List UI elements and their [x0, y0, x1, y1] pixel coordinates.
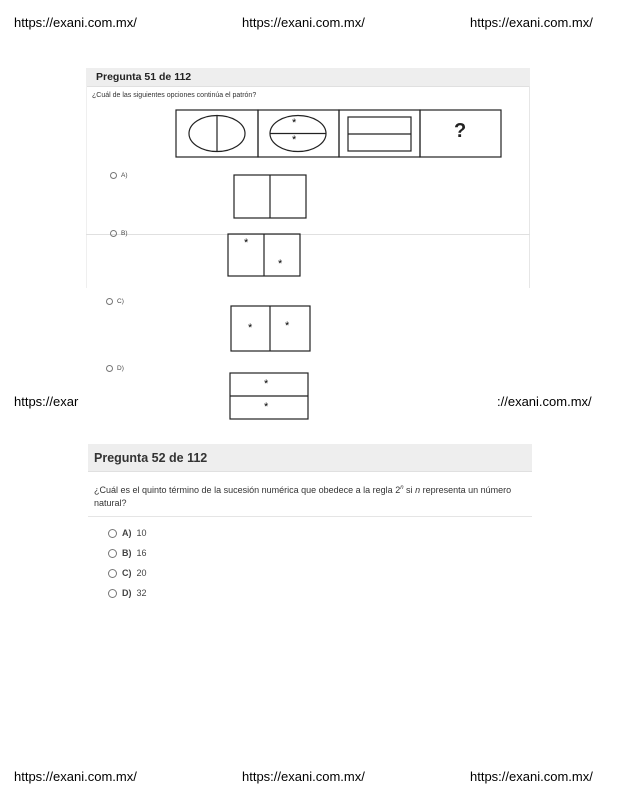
radio-button[interactable]	[108, 529, 117, 538]
option-d[interactable]	[108, 588, 147, 598]
star-icon: *	[292, 134, 297, 146]
star-icon: *	[292, 117, 297, 129]
watermark-top-left: https://exani.com.mx/	[14, 15, 137, 30]
option-b-label: B)	[122, 548, 132, 558]
question-52-card	[88, 444, 532, 644]
star-icon: *	[264, 378, 269, 390]
star-icon: *	[244, 237, 249, 249]
option-c-label: C)	[122, 568, 132, 578]
option-b[interactable]	[108, 548, 147, 558]
radio-button[interactable]	[108, 589, 117, 598]
option-a[interactable]	[108, 528, 147, 538]
option-c-value: 20	[136, 568, 147, 578]
watermark-bottom-right: https://exani.com.mx/	[470, 769, 593, 784]
question-52-separator	[88, 516, 532, 517]
option-a-label: A)	[121, 172, 128, 179]
option-d-label: D)	[117, 365, 124, 372]
option-a-value: 10	[136, 528, 147, 538]
radio-button[interactable]	[108, 549, 117, 558]
star-icon: *	[264, 401, 269, 413]
question-52-header	[88, 444, 532, 472]
radio-button[interactable]	[108, 569, 117, 578]
question-52-text: ¿Cuál es el quinto término de la sucesión numérica que obedece a la regla 2$^n$ si n representa un número natural?	[94, 485, 512, 508]
option-c[interactable]	[108, 568, 147, 578]
watermark-top-right: https://exani.com.mx/	[470, 15, 593, 30]
watermark-bottom-left: https://exani.com.mx/	[14, 769, 137, 784]
question-mark: ?	[454, 120, 467, 142]
watermark-top-center: https://exani.com.mx/	[242, 15, 365, 30]
question-51-title: Pregunta 51 de 112	[96, 71, 192, 83]
option-c-label: C)	[117, 298, 124, 305]
option-d-label: D)	[122, 588, 132, 598]
option-d-value: 32	[136, 588, 147, 598]
watermark-middle-left: https://exar	[14, 394, 79, 409]
option-b-label: B)	[121, 230, 128, 237]
star-icon: *	[285, 320, 290, 332]
question-51-text: ¿Cuál de las siguientes opciones continúa el patrón?	[92, 92, 257, 99]
question-52-title: Pregunta 52 de 112	[94, 451, 208, 465]
watermark-bottom-center: https://exani.com.mx/	[242, 769, 365, 784]
watermark-middle-right: ://exani.com.mx/	[497, 394, 592, 409]
option-a-label: A)	[122, 528, 132, 538]
star-icon: *	[278, 258, 283, 270]
option-b-value: 16	[136, 548, 147, 558]
star-icon: *	[248, 322, 253, 334]
